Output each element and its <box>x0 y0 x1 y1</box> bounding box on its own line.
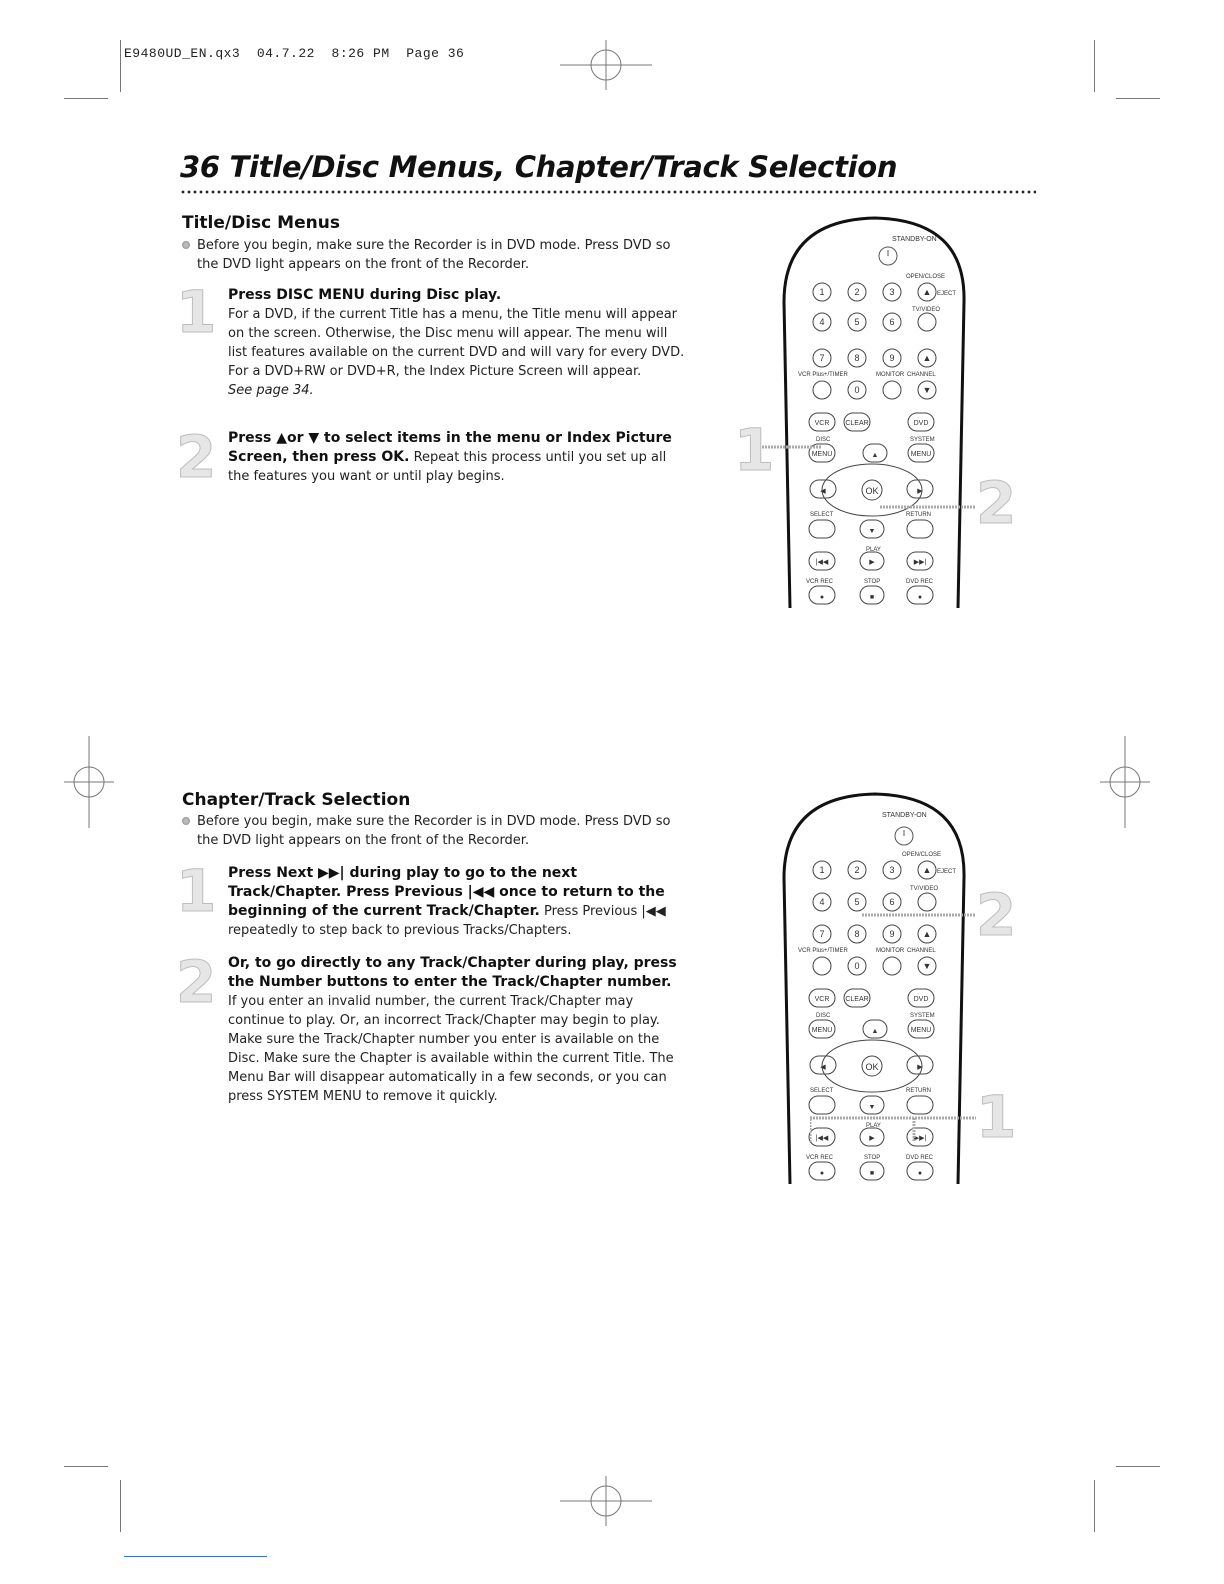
step-number: 2 <box>176 423 217 491</box>
callout-number: 1 <box>734 416 775 484</box>
svg-text:STANDBY-ON: STANDBY-ON <box>882 812 927 819</box>
svg-text:7: 7 <box>819 929 825 939</box>
svg-text:8: 8 <box>854 353 860 363</box>
svg-text:STOP: STOP <box>864 579 881 585</box>
remote-control-illustration <box>780 212 970 612</box>
svg-text:8: 8 <box>854 929 860 939</box>
registration-mark-bottom <box>560 1476 652 1526</box>
svg-text:MONITOR: MONITOR <box>876 948 905 954</box>
page-title: 36 Title/Disc Menus, Chapter/Track Selection <box>180 150 898 184</box>
svg-text:RETURN: RETURN <box>906 1088 931 1094</box>
remote-drawing <box>780 212 970 608</box>
svg-text:CHANNEL: CHANNEL <box>907 948 936 954</box>
svg-text:◀: ◀ <box>820 1064 826 1071</box>
section2-bullet: Before you begin, make sure the Recorder is in DVD mode. Press DVD so the DVD light appears on the front of the Recorder. <box>197 812 687 850</box>
section-heading-title-disc-menus: Title/Disc Menus <box>182 213 340 233</box>
step-instruction: Press ▲or ▼ to select items in the menu or Index Picture Screen, then press OK. <box>228 430 672 465</box>
svg-text:SELECT: SELECT <box>810 1088 834 1094</box>
svg-text:▶: ▶ <box>917 488 923 495</box>
svg-text:TV/VIDEO: TV/VIDEO <box>912 307 941 313</box>
crop-mark <box>120 1480 121 1532</box>
callout-line <box>880 500 976 514</box>
step-number: 1 <box>176 857 217 925</box>
svg-text:STANDBY-ON: STANDBY-ON <box>892 236 937 243</box>
crop-mark <box>1094 1480 1095 1532</box>
svg-text:OK: OK <box>865 1062 879 1072</box>
svg-text:MENU: MENU <box>811 1027 833 1034</box>
svg-text:●: ● <box>917 594 923 601</box>
step-instruction: Press Next ▶▶| during play to go to the next Track/Chapter. Press Previous |◀◀ once to return to the beginning of the current Track/Chapter. <box>228 865 665 919</box>
svg-text:VCR: VCR <box>814 996 830 1003</box>
svg-text:MONITOR: MONITOR <box>876 372 905 378</box>
step-instruction: Or, to go directly to any Track/Chapter during play, press the Number buttons to enter the Track/Chapter number. <box>228 955 677 990</box>
svg-text:▶: ▶ <box>869 1135 875 1142</box>
svg-text:DVD: DVD <box>913 420 929 427</box>
crop-mark <box>120 40 121 92</box>
svg-text:CLEAR: CLEAR <box>845 420 869 427</box>
svg-text:▶: ▶ <box>917 1064 923 1071</box>
svg-text:9: 9 <box>889 353 895 363</box>
section2-step2: Or, to go directly to any Track/Chapter during play, press the Number buttons to enter the Track/Chapter number. If you enter an invalid number, the current Track/Chapter may continue to play. Or, an incorrect Track/Chapter may begin to play. Make sure the Track/Chapter number you enter is available on the Disc. Make sure the Chapter is available within the current Title. The Menu Bar will disappear automatically in a few seconds, or you can press SYSTEM MENU to remove it quickly. <box>228 955 677 1104</box>
svg-text:1: 1 <box>819 865 825 875</box>
callout-number: 2 <box>976 469 1017 537</box>
svg-text:CHANNEL: CHANNEL <box>907 372 936 378</box>
svg-text:▼: ▼ <box>922 385 932 395</box>
svg-text:▼: ▼ <box>868 528 876 535</box>
svg-text:VCR Plus+/TIMER: VCR Plus+/TIMER <box>798 372 848 378</box>
registration-mark-left <box>64 736 114 828</box>
svg-text:4: 4 <box>819 897 825 907</box>
svg-text:DISC: DISC <box>816 437 831 443</box>
svg-text:MENU: MENU <box>811 451 833 458</box>
svg-text:PLAY: PLAY <box>866 547 881 553</box>
svg-text:9: 9 <box>889 929 895 939</box>
step-number: 2 <box>176 948 217 1016</box>
svg-text:OK: OK <box>865 486 879 496</box>
svg-text:SELECT: SELECT <box>810 512 834 518</box>
svg-text:4: 4 <box>819 317 825 327</box>
svg-text:▶▶|: ▶▶| <box>913 559 927 566</box>
svg-text:DISC: DISC <box>816 1013 831 1019</box>
svg-text:5: 5 <box>854 897 860 907</box>
svg-text:■: ■ <box>869 594 875 601</box>
svg-text:0: 0 <box>854 961 860 971</box>
crop-mark <box>64 1466 108 1467</box>
svg-text:TV/VIDEO: TV/VIDEO <box>910 886 939 892</box>
svg-text:MENU: MENU <box>910 451 932 458</box>
svg-text:SYSTEM: SYSTEM <box>910 1013 935 1019</box>
svg-text:▲: ▲ <box>871 452 879 459</box>
blue-rule <box>124 1556 267 1557</box>
crop-mark <box>64 98 108 99</box>
section-heading-chapter-track-selection: Chapter/Track Selection <box>182 790 411 810</box>
svg-text:7: 7 <box>819 353 825 363</box>
svg-text:RETURN: RETURN <box>906 512 931 518</box>
callout-number: 1 <box>976 1083 1017 1151</box>
bullet-icon <box>182 817 190 825</box>
svg-text:■: ■ <box>869 1170 875 1177</box>
svg-text:▲: ▲ <box>922 353 932 363</box>
svg-text:5: 5 <box>854 317 860 327</box>
svg-text:STOP: STOP <box>864 1155 881 1161</box>
svg-text:6: 6 <box>889 317 895 327</box>
svg-text:EJECT: EJECT <box>937 869 957 875</box>
callout-number: 2 <box>976 881 1017 949</box>
svg-text:▶: ▶ <box>869 559 875 566</box>
svg-text:2: 2 <box>854 865 860 875</box>
svg-text:▼: ▼ <box>922 961 932 971</box>
svg-text:DVD REC: DVD REC <box>906 579 934 585</box>
svg-text:VCR REC: VCR REC <box>806 579 834 585</box>
crop-mark <box>1116 1466 1160 1467</box>
svg-text:SYSTEM: SYSTEM <box>910 437 935 443</box>
callout-line <box>810 1110 976 1144</box>
svg-text:▲: ▲ <box>922 287 932 297</box>
section2-step1: Press Next ▶▶| during play to go to the next Track/Chapter. Press Previous |◀◀ once to return to the beginning of the current Track/Chapter. Press Previous |◀◀ repeatedly to step back to previous Tracks/Chapters. <box>228 865 666 938</box>
section1-step2: Press ▲or ▼ to select items in the menu or Index Picture Screen, then press OK. Repeat this process until you set up all the features you want or until play begins. <box>228 430 672 484</box>
crop-mark <box>1116 98 1160 99</box>
callout-line <box>862 908 976 922</box>
svg-text:▲: ▲ <box>922 865 932 875</box>
svg-text:▼: ▼ <box>868 1104 876 1111</box>
svg-text:OPEN/CLOSE: OPEN/CLOSE <box>906 274 946 280</box>
crop-mark <box>1094 40 1095 92</box>
svg-text:PLAY: PLAY <box>866 1123 881 1129</box>
svg-text:3: 3 <box>889 865 895 875</box>
svg-text:VCR Plus+/TIMER: VCR Plus+/TIMER <box>798 948 848 954</box>
svg-text:●: ● <box>819 1170 825 1177</box>
registration-mark-right <box>1100 736 1150 828</box>
svg-text:DVD: DVD <box>913 996 929 1003</box>
bullet-icon <box>182 241 190 249</box>
svg-text:2: 2 <box>854 287 860 297</box>
svg-text:OPEN/CLOSE: OPEN/CLOSE <box>902 852 942 858</box>
svg-text:CLEAR: CLEAR <box>845 996 869 1003</box>
svg-text:0: 0 <box>854 385 860 395</box>
registration-mark-top <box>560 40 652 90</box>
callout-line <box>762 440 822 454</box>
print-slug: E9480UD_EN.qx3 04.7.22 8:26 PM Page 36 <box>124 46 465 61</box>
svg-text:▶▶|: ▶▶| <box>913 1135 927 1142</box>
svg-text:▲: ▲ <box>922 929 932 939</box>
section1-step1: Press DISC MENU during Disc play. For a DVD, if the current Title has a menu, the Title menu will appear on the screen. Otherwise, the Disc menu will appear. The menu will list features available on the current DVD and will vary for every DVD. For a DVD+RW or DVD+R, the Index Picture Screen will appear. See page 34. <box>228 287 685 398</box>
svg-text:1: 1 <box>819 287 825 297</box>
step-number: 1 <box>176 278 217 346</box>
svg-text:●: ● <box>917 1170 923 1177</box>
svg-text:VCR REC: VCR REC <box>806 1155 834 1161</box>
svg-text:3: 3 <box>889 287 895 297</box>
svg-text:●: ● <box>819 594 825 601</box>
step-instruction: Press DISC MENU during Disc play. <box>228 287 502 303</box>
svg-text:MENU: MENU <box>910 1027 932 1034</box>
svg-text:▲: ▲ <box>871 1028 879 1035</box>
svg-text:|◀◀: |◀◀ <box>815 1135 829 1142</box>
svg-text:6: 6 <box>889 897 895 907</box>
svg-text:◀: ◀ <box>820 488 826 495</box>
dotted-rule <box>180 190 1036 194</box>
svg-text:|◀◀: |◀◀ <box>815 559 829 566</box>
svg-text:DVD REC: DVD REC <box>906 1155 934 1161</box>
svg-text:EJECT: EJECT <box>937 291 957 297</box>
section1-bullet: Before you begin, make sure the Recorder is in DVD mode. Press DVD so the DVD light appears on the front of the Recorder. <box>197 236 687 274</box>
svg-text:VCR: VCR <box>814 420 830 427</box>
